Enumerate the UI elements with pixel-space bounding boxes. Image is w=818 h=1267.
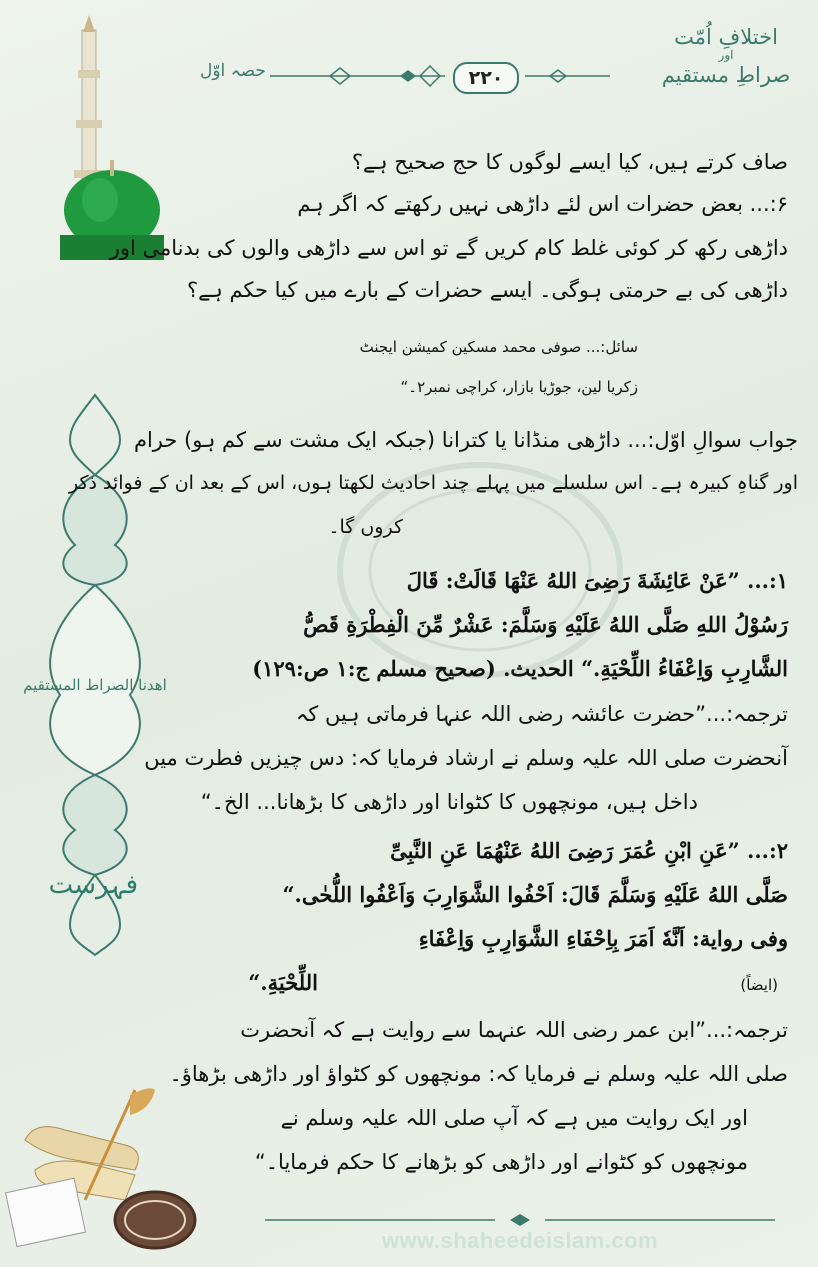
translation-line: ترجمہ:...”ابن عمر رضی اللہ عنہما سے روایت ہے کہ آنحضرت (240, 1018, 788, 1042)
part-label: حصہ اوّل (200, 61, 266, 81)
page-number-ornament (270, 56, 610, 96)
text-line: داڑھی کی بے حرمتی ہوگی۔ ایسے حضرات کے بارے میں کیا حکم ہے؟ (187, 278, 788, 302)
book-title-line1: اختلافِ اُمّت (674, 25, 778, 49)
book-title (656, 25, 796, 87)
translation-line: اور ایک روایت میں ہے کہ آپ صلی اللہ علیہ وسلم نے (280, 1106, 748, 1130)
text-line: صاف کرتے ہیں، کیا ایسے لوگوں کا حج صحیح ہے؟ (351, 150, 788, 174)
hadith-line: ۲:... ”عَنِ ابْنِ عُمَرَ رَضِیَ اللهُ عَنْهُمَا عَنِ النَّبِیِّ (390, 838, 788, 863)
text-line: داڑھی رکھ کر کوئی غلط کام کریں گے تو اس سے داڑھی والوں کی بدنامی اور (109, 236, 788, 260)
text-line: کروں گا۔ (328, 516, 403, 538)
book-title-connector: اور (718, 48, 734, 63)
translation-line: داخل ہیں، مونچھوں کا کٹوانا اور داڑھی کا بڑھانا... الخ۔“ (200, 790, 698, 814)
hadith-line: اللِّحْیَةِ.“ (248, 970, 318, 995)
reference-label: (ایضاً) (740, 976, 778, 994)
text-line: ۶:... بعض حضرات اس لئے داڑھی نہیں رکھتے کہ اگر ہم (297, 192, 788, 216)
hadith-line: الشَّارِبِ وَاِعْفَاءُ اللِّحْیَةِ.“ الحدیث. (صحیح مسلم ج:۱ ص:۱۲۹) (252, 656, 788, 681)
translation-line: آنحضرت صلی اللہ علیہ وسلم نے ارشاد فرمایا کہ: دس چیزیں فطرت میں (144, 746, 788, 770)
text-line: جواب سوالِ اوّل:... داڑھی منڈانا یا کترانا (جبکہ ایک مشت سے کم ہو) حرام (133, 428, 798, 452)
green-dome-image (20, 10, 170, 260)
toc-link[interactable]: فہرست (48, 870, 138, 900)
text-line: اور گناہِ کبیرہ ہے۔ اس سلسلے میں پہلے چند احادیث لکھتا ہوں، اس کے بعد ان کے فوائد ذکر (68, 472, 798, 494)
side-ornament-text: اهدنا الصراط المستقيم (23, 676, 167, 694)
hadith-line: رَسُوْلُ اللهِ صَلَّی اللهُ عَلَیْهِ وَسَلَّمَ: عَشْرٌ مِّنَ الْفِطْرَةِ قَصُّ (303, 612, 788, 637)
translation-line: صلی اللہ علیہ وسلم نے فرمایا کہ: مونچھوں کو کٹواؤ اور داڑھی بڑھاؤ۔ (169, 1062, 788, 1086)
scrolls-quill-logo-image (5, 1080, 205, 1255)
address-line: زکریا لین، جوڑیا بازار، کراچی نمبر۲۔“ (400, 378, 638, 396)
translation-line: ترجمہ:...”حضرت عائشہ رضی اللہ عنہا فرماتی ہیں کہ (295, 702, 788, 726)
questioner-line: سائل:... صوفی محمد مسکین کمیشن ایجنٹ (359, 338, 638, 356)
hadith-line: ۱:... ”عَنْ عَائِشَةَ رَضِیَ اللهُ عَنْهَا قَالَتْ: قَالَ (406, 568, 788, 593)
website-url[interactable]: www.shaheedeislam.com (381, 1228, 659, 1253)
footer-divider-icon (265, 1213, 775, 1227)
hadith-line: صَلَّی اللهُ عَلَیْهِ وَسَلَّمَ قَالَ: اَحْفُوا الشَّوَارِبَ وَاَعْفُوا اللُّحٰی.“ (282, 882, 788, 907)
translation-line: مونچھوں کو کٹوانے اور داڑھی کو بڑھانے کا حکم فرمایا۔“ (254, 1150, 748, 1174)
book-title-line2: صراطِ مستقیم (661, 62, 791, 87)
page-number: ۲۲۰ (453, 62, 519, 94)
header-divider-icon (270, 56, 610, 96)
hadith-line: وفی روایة: اَنَّهٗ اَمَرَ بِاِحْفَاءِ الشَّوَارِبِ وَاِعْفَاءِ (418, 926, 788, 951)
